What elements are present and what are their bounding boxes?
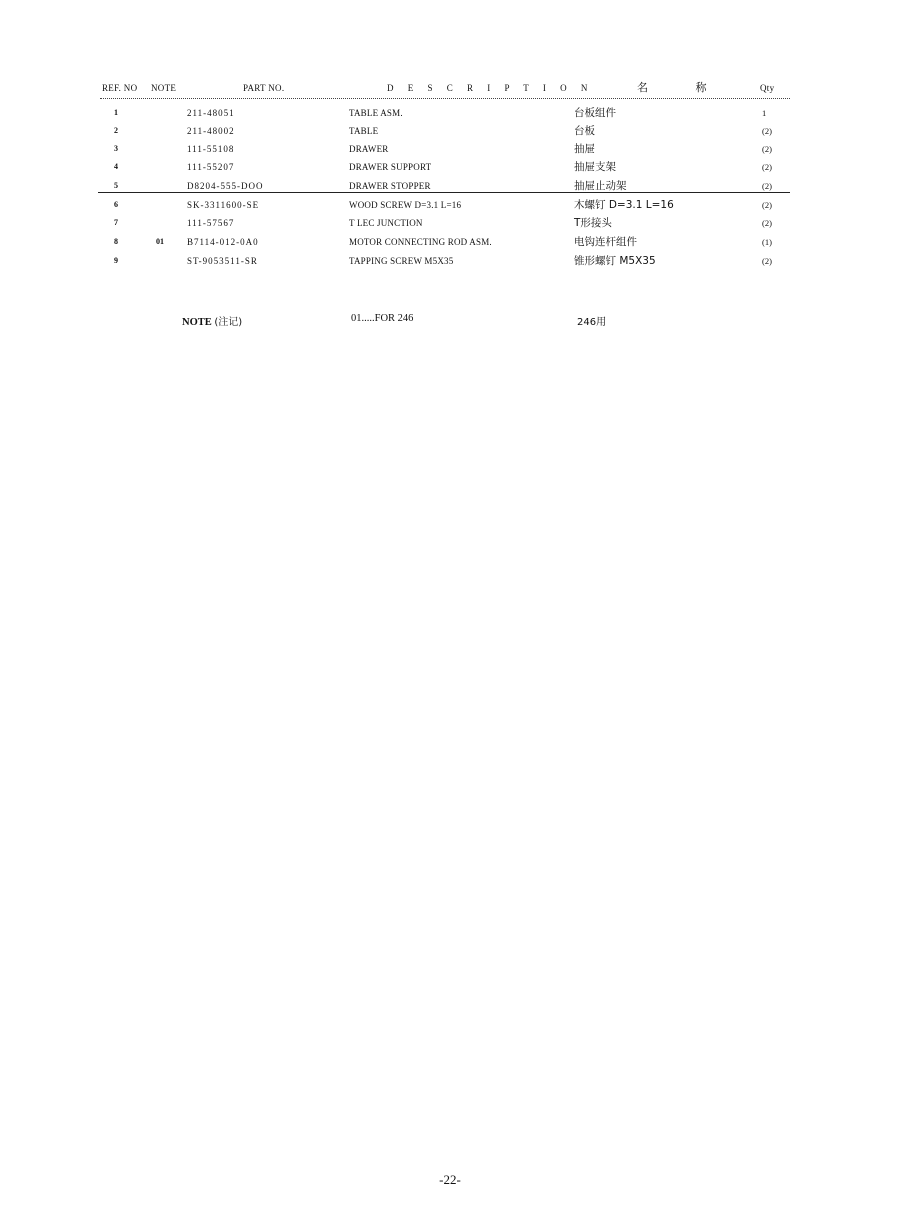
ref-no: 3 [114, 144, 118, 153]
footnote-label: NOTE (注记) [182, 317, 243, 328]
quantity: 1 [762, 108, 767, 118]
description: MOTOR CONNECTING ROD ASM. [349, 237, 492, 247]
part-no: 111-57567 [187, 218, 235, 228]
table-row [0, 144, 900, 160]
description: DRAWER STOPPER [349, 181, 431, 191]
ref-no: 7 [114, 218, 118, 227]
quantity: (2) [762, 162, 772, 172]
chinese-name: 抽屉 [574, 143, 595, 155]
description: TABLE ASM. [349, 108, 403, 118]
description: WOOD SCREW D=3.1 L=16 [349, 200, 462, 210]
quantity: (2) [762, 144, 772, 154]
ref-no: 4 [114, 162, 118, 171]
part-no: B7114-012-0A0 [187, 237, 259, 247]
chinese-name: 台板 [574, 125, 595, 137]
part-no: ST-9053511-SR [187, 256, 258, 266]
chinese-name: 电钩连杆组件 [574, 236, 637, 248]
chinese-name: 台板组件 [574, 107, 616, 119]
description: DRAWER [349, 144, 389, 154]
chinese-name: 木螺钉 D=3.1 L=16 [574, 199, 674, 211]
page-number: -22- [439, 1172, 461, 1187]
header-chinese-name: 名 称 [637, 81, 729, 94]
ref-no: 1 [114, 108, 118, 117]
part-no: D8204-555-DOO [187, 181, 264, 191]
table-row [0, 108, 900, 124]
part-no: SK-3311600-SE [187, 200, 260, 210]
description: T LEC JUNCTION [349, 218, 423, 228]
part-no: 211-48002 [187, 126, 235, 136]
quantity: (2) [762, 126, 772, 136]
quantity: (2) [762, 200, 772, 210]
quantity: (2) [762, 256, 772, 266]
ref-no: 2 [114, 126, 118, 135]
chinese-name: 锥形螺钉 M5X35 [574, 255, 656, 267]
quantity: (2) [762, 218, 772, 228]
ref-no: 6 [114, 200, 118, 209]
description: DRAWER SUPPORT [349, 162, 432, 172]
ref-no: 8 [114, 237, 118, 246]
table-row [0, 218, 900, 234]
footnote-chinese: 246用 [577, 317, 607, 328]
footnote-code: 01.....FOR 246 [351, 313, 414, 324]
table-row [0, 162, 900, 178]
header-ref: REF. NO [102, 83, 138, 93]
table-row [0, 181, 900, 197]
note-code: 01 [156, 237, 164, 246]
description: TABLE [349, 126, 379, 136]
header-description: D E S C R I P T I O N [387, 83, 594, 93]
header-qty: Qty [760, 83, 775, 93]
part-no: 111-55108 [187, 144, 235, 154]
ref-no: 5 [114, 181, 118, 190]
header-divider [100, 98, 790, 99]
header-note: NOTE [151, 83, 177, 93]
table-row [0, 237, 900, 253]
header-part-no: PART NO. [243, 83, 285, 93]
description: TAPPING SCREW M5X35 [349, 256, 454, 266]
table-row [0, 126, 900, 142]
quantity: (1) [762, 237, 772, 247]
table-row [0, 256, 900, 272]
chinese-name: T形接头 [574, 217, 612, 229]
chinese-name: 抽屉支架 [574, 161, 616, 173]
quantity: (2) [762, 181, 772, 191]
part-no: 111-55207 [187, 162, 235, 172]
part-no: 211-48051 [187, 108, 235, 118]
ref-no: 9 [114, 256, 118, 265]
table-row [0, 200, 900, 216]
chinese-name: 抽屉止动架 [574, 180, 627, 192]
